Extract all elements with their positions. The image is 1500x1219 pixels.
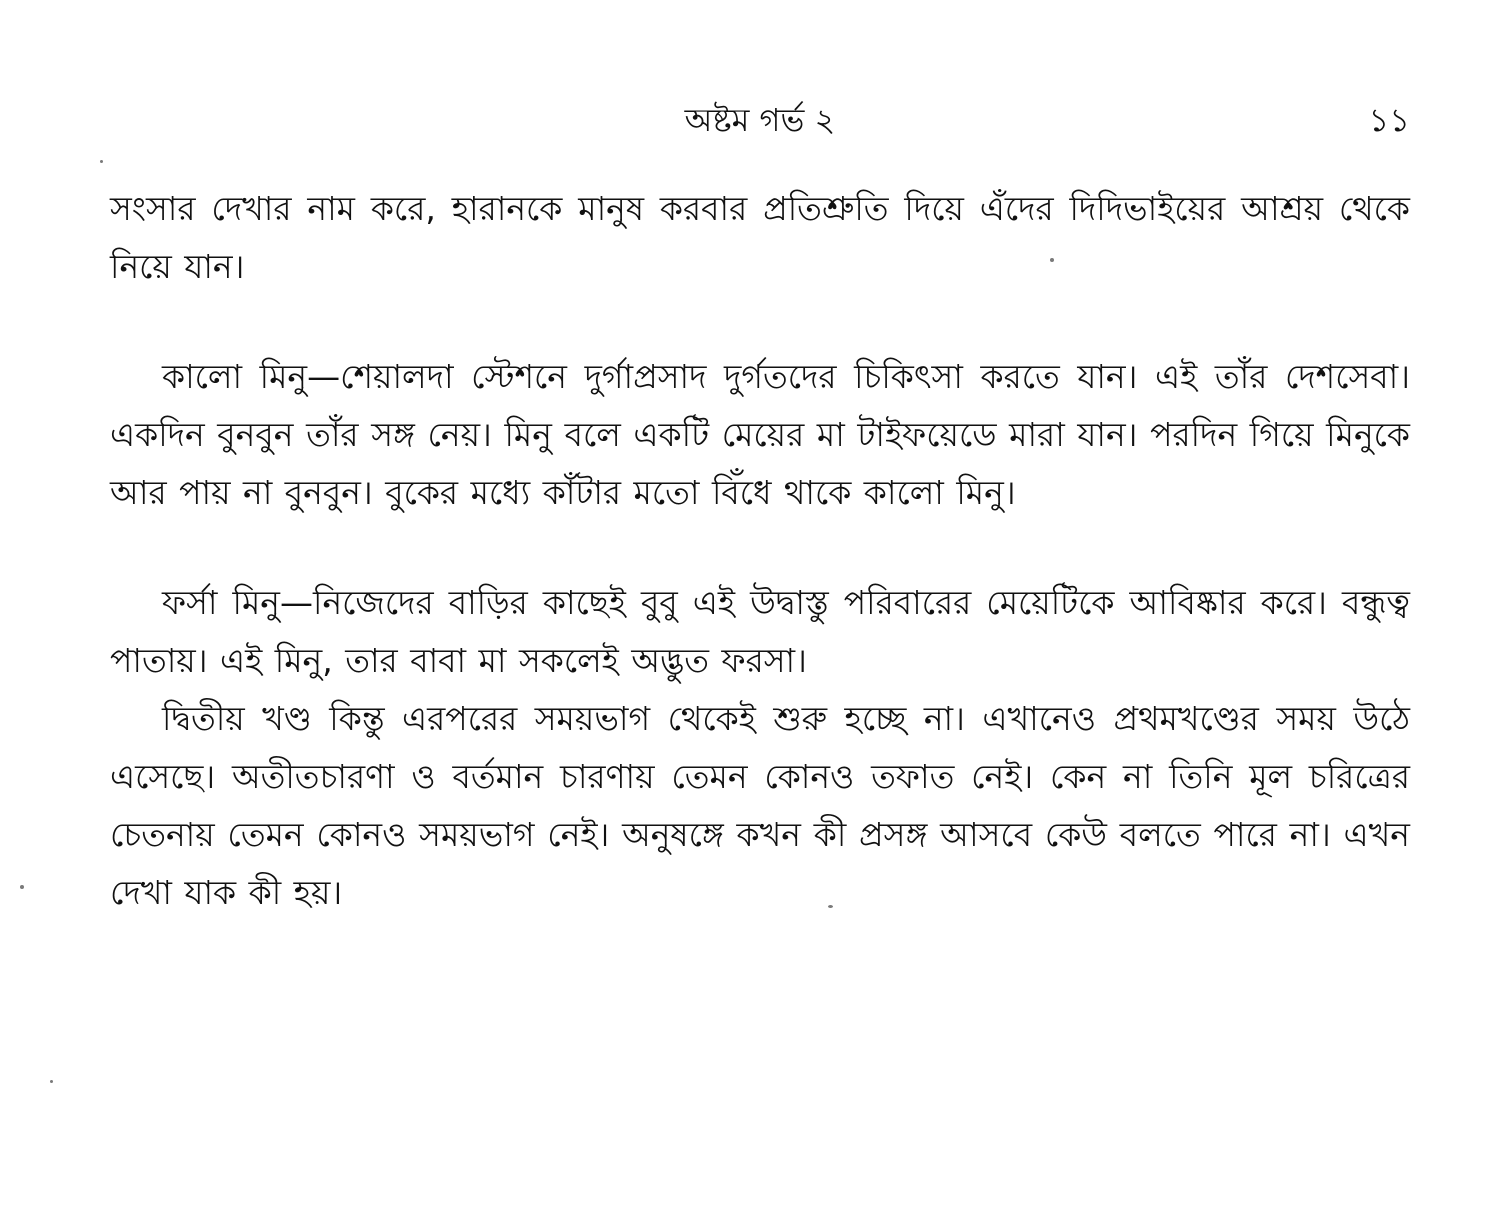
body-text (110, 180, 1410, 1180)
scan-speck (828, 905, 833, 908)
page-number: ১১ (1368, 101, 1410, 139)
scan-speck (20, 885, 24, 889)
scan-speck (50, 1080, 53, 1083)
running-head (110, 96, 1410, 144)
paragraph-1: সংসার দেখার নাম করে, হারানকে মানুষ করবার প্রতিশ্রুতি দিয়ে এঁদের দিদিভাইয়ের আশ্রয় থেকে নিয়ে যান। (110, 189, 1410, 286)
scan-speck (100, 160, 103, 163)
paragraph-2: কালো মিনু—শেয়ালদা স্টেশনে দুর্গাপ্রসাদ দুর্গতদের চিকিৎসা করতে যান। এই তাঁর দেশসেবা। একদিন বুনবুন তাঁর সঙ্গ নেয়। মিনু বলে একটি মেয়ের মা টাইফয়েডে মারা যান। পরদিন গিয়ে মিনুকে আর পায় না বুনবুন। বুকের মধ্যে কাঁটার মতো বিঁধে থাকে কালো মিনু। (110, 357, 1410, 512)
running-title: অষ্টম গর্ভ ২ (684, 101, 836, 139)
paragraph-3: ফর্সা মিনু—নিজেদের বাড়ির কাছেই বুবু এই উদ্বাস্তু পরিবারের মেয়েটিকে আবিষ্কার করে। বন্ধুত্ব পাতায়। এই মিনু, তার বাবা মা সকলেই অদ্ভুত ফরসা। (110, 583, 1410, 680)
scan-speck (1050, 258, 1054, 262)
paragraph-4: দ্বিতীয় খণ্ড কিন্তু এরপরের সময়ভাগ থেকেই শুরু হচ্ছে না। এখানেও প্রথমখণ্ডের সময় উঠে এসেছে। অতীতচারণা ও বর্তমান চারণায় তেমন কোনও তফাত নেই। কেন না তিনি মূল চরিত্রের চেতনায় তেমন কোনও সময়ভাগ নেই। অনুষঙ্গে কখন কী প্রসঙ্গ আসবে কেউ বলতে পারে না। এখন দেখা যাক কী হয়। (110, 699, 1410, 912)
